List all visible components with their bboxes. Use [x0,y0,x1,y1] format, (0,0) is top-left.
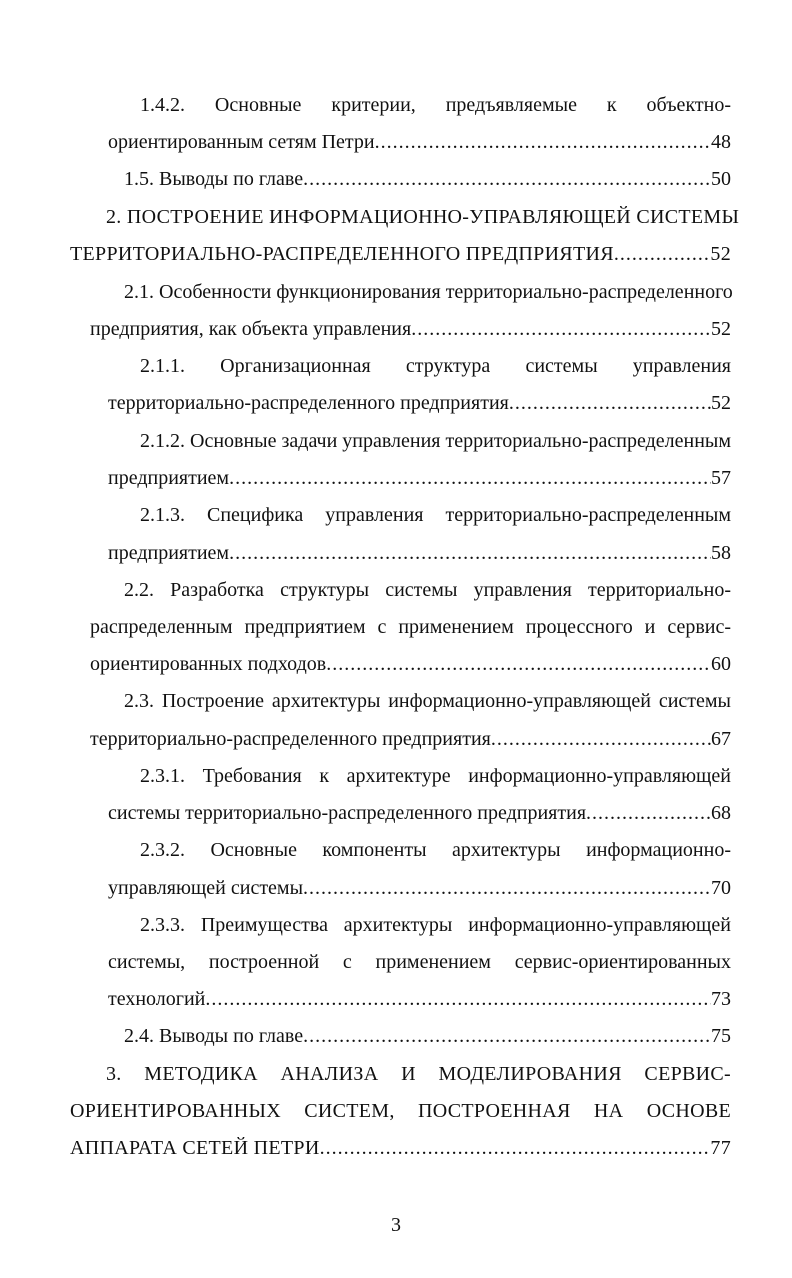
toc-entry-2-3-3-line1: 2.3.3. Преимущества архитектуры информационно-управляющей [140,914,731,936]
dot-leader [303,1019,711,1053]
toc-entry-2-3-3-line2: системы, построенной с применением сервис-ориентированных [108,951,731,973]
toc-chapter-3-line1: 3. МЕТОДИКА АНАЛИЗА И МОДЕЛИРОВАНИЯ СЕРВИС- [106,1063,731,1085]
toc-entry-1-5 [124,162,731,196]
toc-chapter-2-line1: 2. ПОСТРОЕНИЕ ИНФОРМАЦИОННО-УПРАВЛЯЮЩЕЙ СИСТЕМЫ [106,206,740,228]
toc-entry-1-4-2-line2 [108,125,731,159]
toc-page-number: 70 [711,877,731,899]
toc-page-number: 52 [711,392,731,414]
toc-entry-title: системы территориально-распределенного предприятия [108,802,587,824]
page-number: 3 [391,1214,401,1236]
toc-entry-2-1-3-line2 [108,536,731,570]
toc-page-number: 68 [711,802,731,824]
toc-entry-2-4 [124,1019,731,1053]
toc-chapter-2-line2 [70,237,731,271]
toc-entry-2-3-line1: 2.3. Построение архитектуры информационно-управляющей системы [124,690,731,712]
toc-entry-title: 1.5. Выводы по главе [124,168,304,190]
toc-entry-2-3-3-line3 [108,982,731,1016]
dot-leader [229,461,711,495]
toc-entry-2-2-line3 [90,647,731,681]
toc-entry-2-1-line2 [90,312,731,346]
toc-entry-1-4-2-line1: 1.4.2. Основные критерии, предъявляемые к объектно- [140,94,731,116]
toc-page-number: 73 [711,988,731,1010]
toc-entry-title: территориально-распределенного предприятия [108,392,509,414]
toc-entry-2-1-2-line1: 2.1.2. Основные задачи управления территориально-распределенным [140,430,731,452]
dot-leader [614,237,711,271]
toc-entry-title: предприятия, как объекта управления [90,318,412,340]
toc-page-number: 75 [711,1025,731,1047]
toc-chapter-3-line2: ОРИЕНТИРОВАННЫХ СИСТЕМ, ПОСТРОЕННАЯ НА ОСНОВЕ [70,1100,731,1122]
dot-leader [586,796,711,830]
toc-entry-title: технологий [108,988,206,1010]
dot-leader [205,982,711,1016]
toc-entry-2-3-2-line1: 2.3.2. Основные компоненты архитектуры информационно- [140,839,731,861]
toc-entry-2-2-line2: распределенным предприятием с применением процессного и сервис- [90,616,731,638]
toc-entry-title: ориентированных подходов [90,653,327,675]
toc-entry-title: 2.4. Выводы по главе [124,1025,304,1047]
dot-leader [326,647,711,681]
toc-entry-2-1-2-line2 [108,461,731,495]
toc-page-number: 58 [711,542,731,564]
toc-page-number: 48 [711,131,731,153]
toc-entry-2-1-line1: 2.1. Особенности функционирования территориально-распределенного [124,281,733,303]
dot-leader [303,162,711,196]
dot-leader [491,722,711,756]
toc-page-number: 67 [711,728,731,750]
toc-entry-title: предприятием [108,542,230,564]
toc-entry-title: ТЕРРИТОРИАЛЬНО-РАСПРЕДЕЛЕННОГО ПРЕДПРИЯТИЯ [70,243,614,265]
toc-chapter-3-line3 [70,1131,731,1165]
toc-page-number: 52 [711,318,731,340]
toc-entry-2-1-1-line2 [108,386,731,420]
toc-page-number: 57 [711,467,731,489]
toc-entry-2-2-line1: 2.2. Разработка структуры системы управления территориально- [124,579,731,601]
toc-page-number: 77 [710,1137,731,1159]
toc-entry-title: предприятием [108,467,230,489]
dot-leader [509,386,711,420]
dot-leader [303,871,711,905]
toc-entry-2-1-1-line1: 2.1.1. Организационная структура системы управления [140,355,731,377]
toc-entry-2-3-2-line2 [108,871,731,905]
toc-page-number: 52 [710,243,731,265]
toc-entry-2-3-1-line1: 2.3.1. Требования к архитектуре информационно-управляющей [140,765,731,787]
toc-entry-title: ориентированным сетям Петри [108,131,375,153]
toc-entry-2-3-line2 [90,722,731,756]
dot-leader [229,536,711,570]
toc-entry-title: управляющей системы [108,877,304,899]
dot-leader [411,312,711,346]
toc-entry-2-1-3-line1: 2.1.3. Специфика управления территориально-распределенным [140,504,731,526]
toc-entry-2-3-1-line2 [108,796,731,830]
toc-entry-title: АППАРАТА СЕТЕЙ ПЕТРИ [70,1137,320,1159]
dot-leader [375,125,711,159]
toc-entry-title: территориально-распределенного предприятия [90,728,491,750]
toc-page-number: 60 [711,653,731,675]
dot-leader [320,1131,711,1165]
toc-page-number: 50 [711,168,731,190]
